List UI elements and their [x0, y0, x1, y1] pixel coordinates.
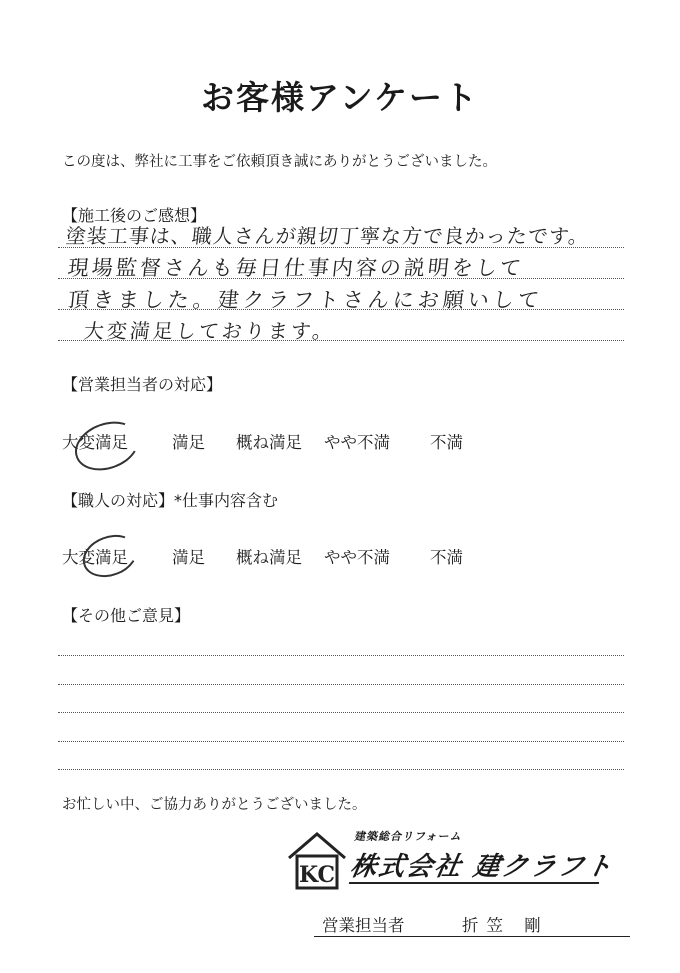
other-opinions-label: 【その他ご意見】: [62, 606, 191, 625]
selection-circle-mark: [68, 413, 146, 479]
option-dissatisfied: 不満: [430, 548, 463, 567]
ruled-line: [58, 655, 624, 656]
option-somewhat-dissatisfied: やや不満: [324, 433, 390, 452]
ruled-line: [58, 741, 624, 742]
company-name: 株式会社 建クラフト: [347, 852, 617, 882]
page-title: お客様アンケート: [200, 78, 480, 117]
handwritten-line: 塗装工事は、職人さんが親切丁寧な方で良かったです。: [64, 224, 591, 248]
ruled-line: [58, 684, 624, 685]
logo-letters: KC: [298, 862, 336, 888]
option-mostly-satisfied: 概ね満足: [236, 548, 302, 567]
option-dissatisfied: 不満: [430, 433, 463, 452]
craftsman-response-label: 【職人の対応】*仕事内容含む: [62, 491, 279, 510]
handwritten-line: 大変満足しております。: [82, 319, 337, 343]
thanks-text: お忙しい中、ご協力ありがとうございました。: [62, 797, 367, 813]
option-mostly-satisfied: 概ね満足: [236, 433, 302, 452]
option-satisfied: 満足: [172, 548, 205, 567]
option-satisfied: 満足: [172, 433, 205, 452]
company-tagline: 建築総合リフォーム: [353, 830, 464, 843]
impressions-label: 【施工後のご感想】: [62, 206, 207, 225]
selection-circle-mark: [77, 528, 143, 585]
logo-underline: [349, 882, 599, 884]
staff-name: 折笠 剛: [462, 916, 549, 935]
staff-label: 営業担当者: [322, 916, 405, 935]
sales-response-label: 【営業担当者の対応】: [62, 375, 223, 394]
option-somewhat-dissatisfied: やや不満: [324, 548, 390, 567]
handwritten-line: 頂きました。建クラフトさんにお願いして: [66, 288, 545, 312]
house-logo-icon: [285, 828, 349, 892]
option-very-satisfied: 大変満足: [62, 548, 128, 567]
staff-underline: [314, 936, 630, 937]
option-very-satisfied: 大変満足: [62, 433, 128, 452]
company-logo: [285, 822, 615, 902]
ruled-line: [58, 769, 624, 770]
ruled-line: [58, 712, 624, 713]
handwritten-line: 現場監督さんも毎日仕事内容の説明をして: [66, 256, 526, 280]
intro-text: この度は、弊社に工事をご依頼頂き誠にありがとうございました。: [62, 154, 497, 170]
